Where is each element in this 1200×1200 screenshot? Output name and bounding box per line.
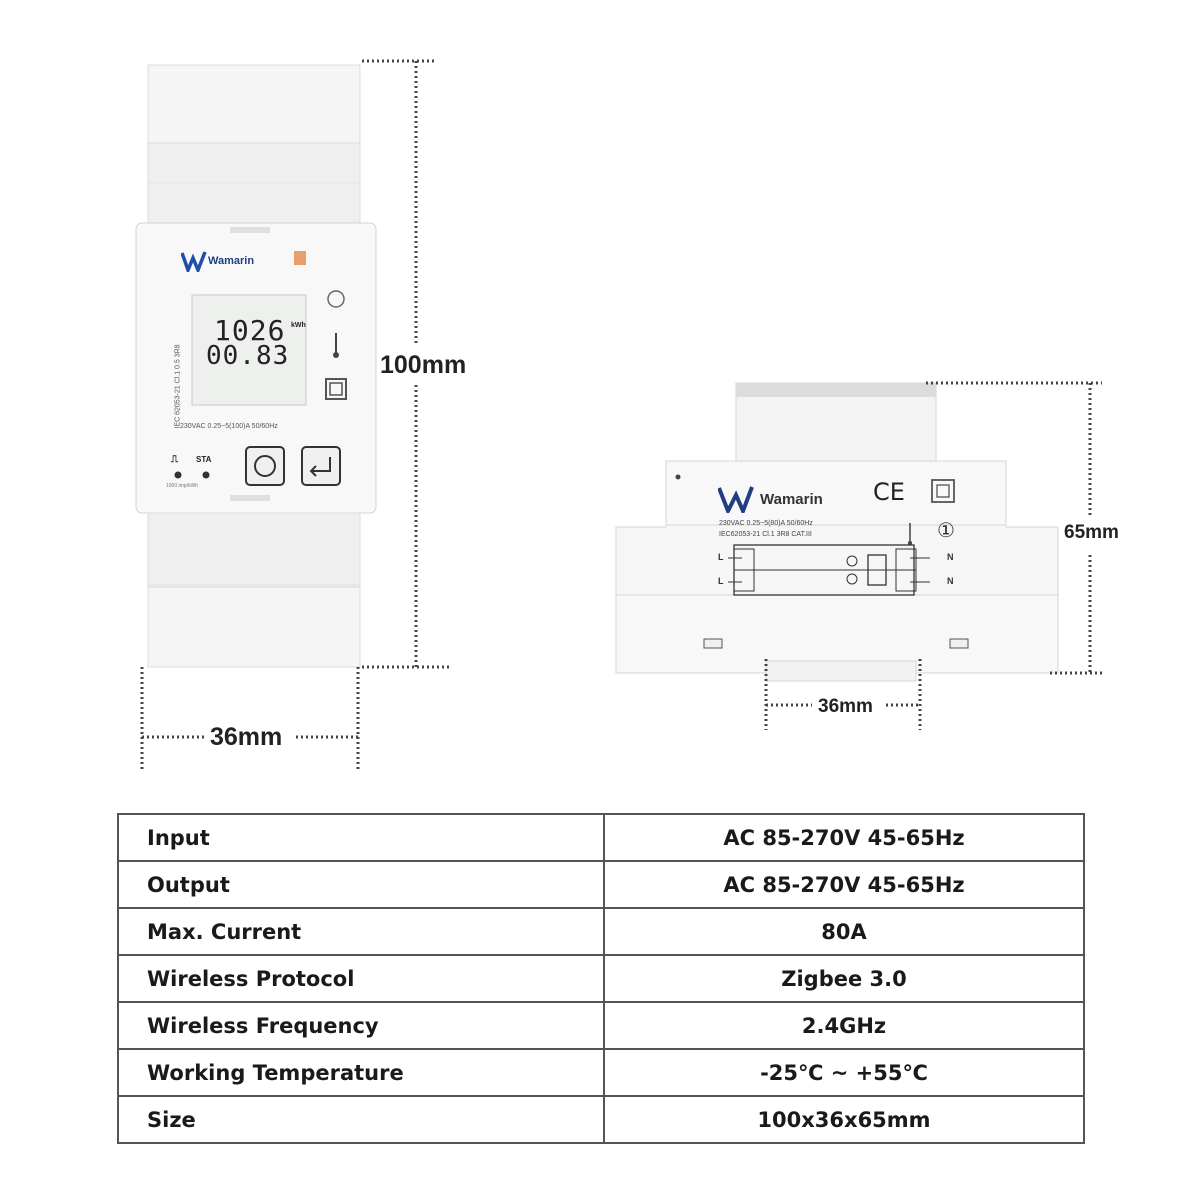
spec-key: Wireless Frequency: [118, 1002, 604, 1049]
spec-table: [117, 813, 1085, 1144]
terminal-N-top: N: [947, 552, 954, 562]
terminal-N-bottom: N: [947, 576, 954, 586]
front-width-label: 36mm: [210, 723, 283, 751]
table-row: [118, 908, 1084, 955]
spec-value: AC 85-270V 45-65Hz: [604, 861, 1084, 908]
table-row: [118, 861, 1084, 908]
spec-key: Wireless Protocol: [118, 955, 604, 1002]
table-row: [118, 1049, 1084, 1096]
terminal-L-top: L: [718, 552, 724, 562]
front-dimension-lines: [130, 55, 470, 785]
front-rating-text: 230VAC 0.25~5(100)A 50/60Hz: [180, 423, 278, 430]
spec-value: AC 85-270V 45-65Hz: [604, 814, 1084, 861]
spec-key: Working Temperature: [118, 1049, 604, 1096]
terminal-L-bottom: L: [718, 576, 724, 586]
side-height-label: 65mm: [1064, 522, 1119, 543]
side-circled-one: ①: [937, 520, 955, 542]
front-brand-name: Wamarin: [208, 255, 255, 267]
table-row: [118, 814, 1084, 861]
led-caption: 1000 imp/kWh: [166, 483, 198, 489]
spec-value: -25℃ ~ +55℃: [604, 1049, 1084, 1096]
spec-key: Size: [118, 1096, 604, 1143]
spec-key: Input: [118, 814, 604, 861]
lcd-reading-line-2: 00.83: [206, 341, 290, 371]
spec-value: Zigbee 3.0: [604, 955, 1084, 1002]
lcd-reading-line-1: 1026: [214, 314, 286, 347]
side-width-label: 36mm: [818, 696, 873, 717]
spec-value: 80A: [604, 908, 1084, 955]
table-row: [118, 1096, 1084, 1143]
side-ce-mark: CE: [873, 478, 905, 506]
spec-value: 100x36x65mm: [604, 1096, 1084, 1143]
lcd-unit: kWh: [291, 322, 306, 329]
spec-key: Max. Current: [118, 908, 604, 955]
side-rating-text: 230VAC 0.25~5(80)A 50/60Hz: [719, 520, 813, 527]
table-row: [118, 1002, 1084, 1049]
side-brand-name: Wamarin: [760, 491, 823, 508]
table-row: [118, 955, 1084, 1002]
led-sta-label: STA: [196, 455, 212, 464]
side-standard-text: IEC62053-21 Cl.1 3R8 CAT.III: [719, 531, 812, 538]
led-pulse-label: ⎍: [171, 454, 178, 465]
side-dimension-lines: [740, 375, 1140, 735]
spec-key: Output: [118, 861, 604, 908]
front-side-standard-text: IEC 62053-21 Cl.1 0.5 3R8: [174, 344, 182, 429]
front-height-label: 100mm: [380, 351, 467, 379]
spec-value: 2.4GHz: [604, 1002, 1084, 1049]
